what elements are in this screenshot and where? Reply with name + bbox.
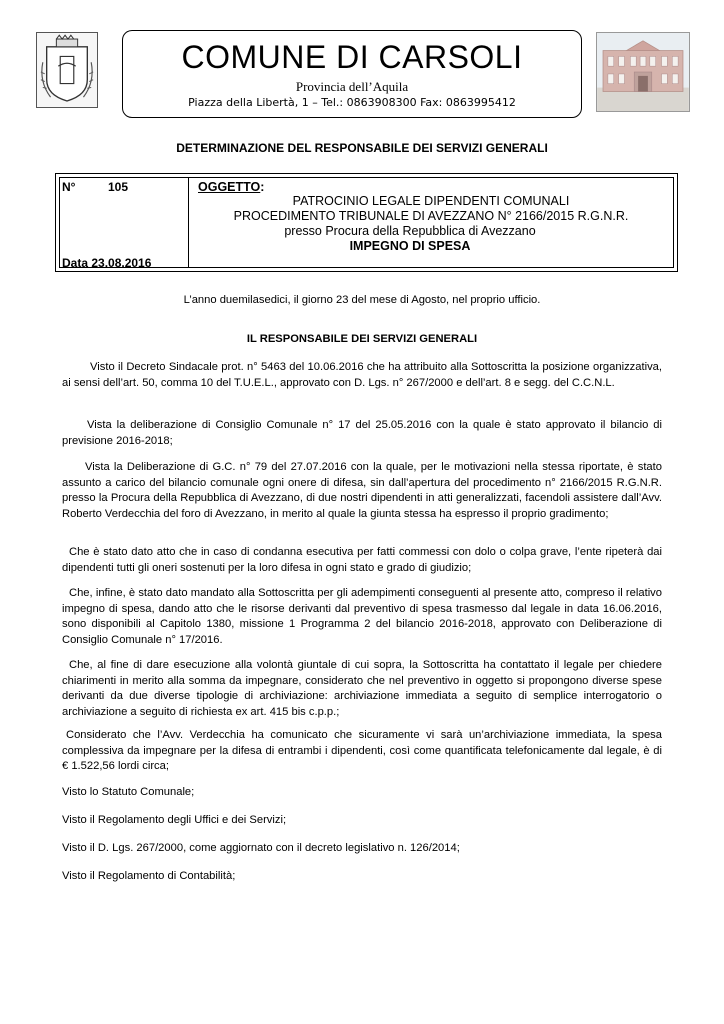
subject-label-colon: : — [260, 180, 265, 194]
paragraph: Che è stato dato atto che in caso di condanna esecutiva per fatti commessi con dolo o colpa grave, l’ente ripeterà dai dipendenti tutti gli oneri sostenuti per la loro difesa in ogni stato e grado di giudizio; — [62, 546, 662, 574]
paragraph: Visto il Regolamento degli Uffici e dei Servizi; — [62, 814, 287, 826]
paragraph: Considerato che l’Avv. Verdecchia ha comunicato che sicuramente vi sarà un’archiviazione immediata, la spesa complessiva da impegnare per la difesa di entrambi i dipendenti, così come quantificata telefonicamente dal legale, è di € 1.522,56 lordi circa; — [62, 729, 662, 772]
address-line: Piazza della Libertà, 1 – Tel.: 0863908300 Fax: 0863995412 — [188, 96, 516, 109]
subject-line: presso Procura della Repubblica di Avezzano — [284, 224, 536, 238]
intro-line: L’anno duemilasedici, il giorno 23 del mese di Agosto, nel proprio ufficio. — [183, 294, 541, 306]
paragraph: Vista la deliberazione di Consiglio Comunale n° 17 del 25.05.2016 con la quale è stato approvato il bilancio di previsione 2016-2018; — [62, 419, 662, 447]
column-divider — [188, 178, 189, 267]
determination-date: Data 23.08.2016 — [62, 256, 152, 270]
paragraph: Vista la Deliberazione di G.C. n° 79 del 27.07.2016 con la quale, per le motivazioni nella stessa riportate, è stato assunto a carico del bilancio comunale ogni onere di difesa, sin dall’apertura del procedimento n° 2166/2015 R.G.N.R. presso la Procura della Repubblica di Avezzano, di due nostri dipendenti in atti generalizzati, facendoli assistere dall’Avv. Roberto Verdecchia del foro di Avezzano, in merito al quale la giunta stessa ha espresso il proprio gradimento; — [62, 461, 662, 520]
paragraph: Visto lo Statuto Comunale; — [62, 786, 195, 798]
subject-label-text: OGGETTO — [198, 180, 261, 194]
subject-line: PROCEDIMENTO TRIBUNALE DI AVEZZANO N° 2166/2015 R.G.N.R. — [233, 209, 629, 223]
responsible-heading: IL RESPONSABILE DEI SERVIZI GENERALI — [246, 333, 478, 345]
determination-number: 105 — [108, 180, 129, 194]
number-label: N° — [62, 180, 76, 194]
paragraph: Visto il Regolamento di Contabilità; — [62, 870, 236, 882]
subject-line: PATROCINIO LEGALE DIPENDENTI COMUNALI — [292, 194, 570, 208]
paragraph: Visto il Decreto Sindacale prot. n° 5463 del 10.06.2016 che ha attribuito alla Sottoscritta la posizione organizzativa, ai sensi dell’art. 50, comma 10 del T.U.E.L., approvato con D. Lgs. n° 267/2000 e dell’art. 8 e segg. del C.C.N.L. — [62, 361, 662, 389]
paragraph: Che, infine, è stato dato mandato alla Sottoscritta per gli adempimenti conseguenti al presente atto, compreso il relativo impegno di spesa, dando atto che le risorse derivanti dal preventivo di spesa trasmesso dal legale in data 16.06.2016, sono disponibili al Capitolo 1380, missione 1 Programma 2 del bilancio 2016-2018, approvato con Deliberazione di Consiglio Comunale n° 17/2016. — [62, 587, 662, 646]
municipality-title: COMUNE DI CARSOLI — [181, 39, 523, 75]
paragraph: Visto il D. Lgs. 267/2000, come aggiornato con il decreto legislativo n. 126/2014; — [62, 842, 460, 854]
province-label: Provincia dell’Aquila — [295, 79, 409, 94]
paragraph: Che, al fine di dare esecuzione alla volontà giuntale di cui sopra, la Sottoscritta ha contattato il legale per chiedere chiarimenti in merito alla somma da impegnare, considerato che nel preventivo in oggetto si propongono diverse spese derivanti da due diverse tipologie di archiviazione: archiviazione immediata a seguito di semplice interrogatorio o archiviazione a seguito di richiesta ex art. 415 bis c.p.p.; — [62, 659, 662, 718]
document-heading: DETERMINAZIONE DEL RESPONSABILE DEI SERVIZI GENERALI — [176, 141, 548, 155]
town-hall-photo — [596, 32, 690, 112]
municipal-crest-icon — [36, 32, 98, 108]
subject-label — [198, 180, 264, 194]
subject-line-bold: IMPEGNO DI SPESA — [349, 239, 471, 253]
header-title-box — [122, 30, 582, 118]
